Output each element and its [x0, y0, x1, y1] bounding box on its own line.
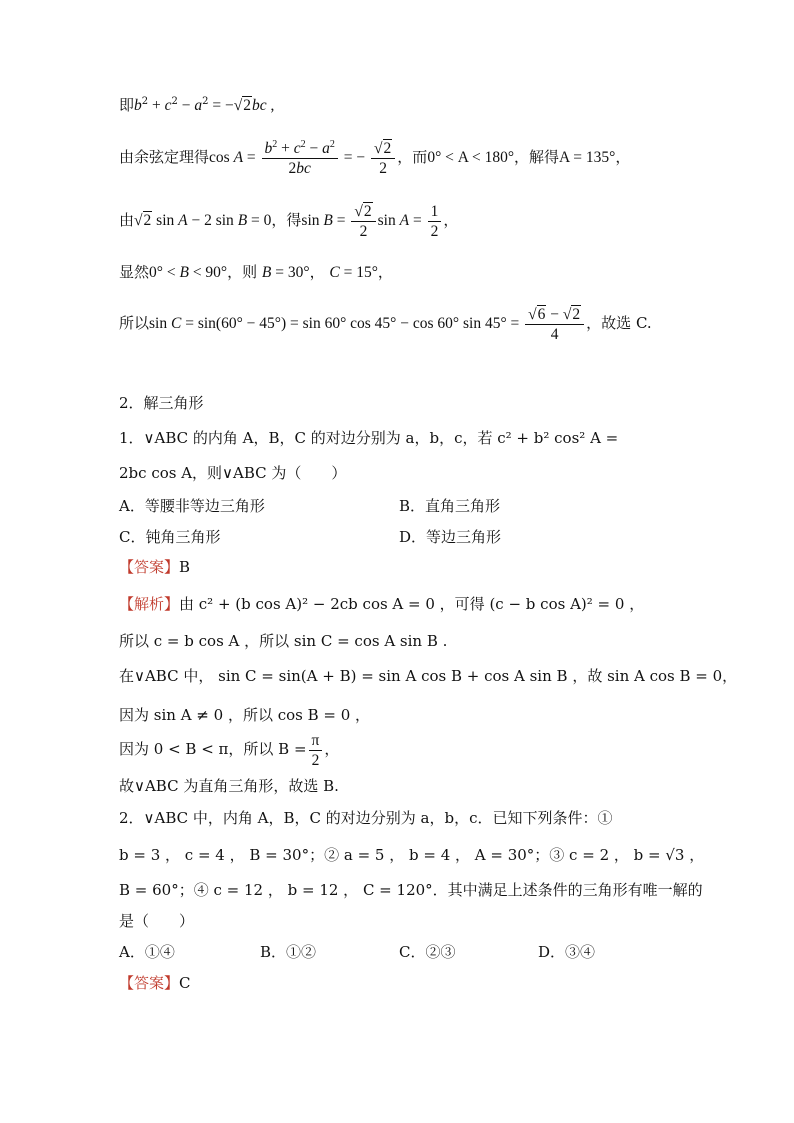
intro-line-4: 显然0° < B < 90°，则 B = 30°， C = 15°，	[119, 263, 393, 281]
q1-stem-line-1: 1．∨ABC 的内角 A，B，C 的对边分别为 a，b，c，若 c² + b² cos² A =	[119, 429, 619, 447]
intro-line-5-suffix: ，故选 C.	[586, 314, 652, 332]
q2-stem-line-3: B = 60°；④ c = 12 ， b = 12 ， C = 120°．其中满足上述条件的三角形有唯一解的	[119, 881, 703, 899]
q1-option-c: C．钝角三角形	[119, 528, 221, 546]
q1-analysis-line-2: 所以 c = b cos A ，所以 sin C = cos A sin B .	[119, 632, 448, 650]
q1-analysis-line-1	[119, 594, 644, 614]
q2-stem-line-1: 2．∨ABC 中，内角 A，B，C 的对边分别为 a，b，c．已知下列条件：①	[119, 809, 613, 827]
q1-analysis-line-3: 在∨ABC 中， sin C = sin(A + B) = sin A cos B + cos A sin B ，故 sin A cos B = 0，	[119, 667, 738, 685]
q2-answer-label: 【答案】	[119, 974, 180, 992]
q1-option-b: B．直角三角形	[399, 497, 501, 515]
intro-line-2-prefix: 由余弦定理得	[119, 148, 210, 166]
q2-stem-line-2: b = 3 ， c = 4 ， B = 30°；② a = 5 ， b = 4 ， A = 30°；③ c = 2 ， b = √3 ，	[119, 846, 705, 864]
q1-analysis-text-1: 由 c² + (b cos A)² − 2cb cos A = 0 ，可得 (c − b cos A)² = 0 ，	[179, 595, 645, 613]
intro-line-5: 所以sin C = sin(60° − 45°) = sin 60° cos 45° − cos 60° sin 45° = $\frac{√6 - √2}{4}$ ，故选 C.	[119, 305, 652, 343]
q1-option-d: D．等边三角形	[399, 528, 502, 546]
intro-line-4-prefix: 显然	[119, 263, 150, 281]
q1-option-a: A．等腰非等边三角形	[119, 497, 265, 515]
q1-answer	[119, 557, 190, 577]
intro-line-5-prefix: 所以	[119, 314, 150, 332]
intro-line-1-prefix: 即	[119, 96, 135, 114]
q1-stem-line-2: 2bc cos A，则∨ABC 为（ ）	[119, 464, 347, 482]
section-title: 2．解三角形	[119, 394, 204, 412]
q1-analysis-line-4: 因为 sin A ≠ 0 ，所以 cos B = 0 ，	[119, 706, 371, 724]
intro-line-1: 即$b^2 + c^2 - a^2 = -√2bc$ ,	[119, 96, 275, 114]
q2-answer	[119, 973, 191, 993]
intro-line-2-cond: 0° < A < 180°	[427, 149, 515, 166]
intro-line-3-mid: ，得	[271, 211, 302, 229]
q1-analysis-line-6: 故∨ABC 为直角三角形，故选 B.	[119, 777, 339, 795]
cos-fraction: $\frac{b^2 + c^2 - a^2}{2bc}$	[262, 139, 338, 178]
q2-option-b: B．①②	[260, 943, 317, 961]
q2-option-c: C．②③	[399, 943, 456, 961]
q1-answer-label: 【答案】	[119, 558, 180, 576]
q2-stem-line-4: 是（ ）	[119, 912, 195, 930]
q1-analysis-label: 【解析】	[119, 595, 180, 613]
q2-option-d: D．③④	[538, 943, 596, 961]
intro-line-3: 由√2 sin A − 2 sin B = 0，得sin B = $\frac{√2}{2}$ sin A = $\frac{1}{2}$ ，	[119, 202, 459, 240]
q1-analysis-text-5: 因为 0 < B < π，所以 B =	[119, 740, 307, 758]
q1-analysis-line-5: 因为 0 < B < π，所以 B = $\frac{\pi}{2}$ ，	[119, 731, 340, 769]
q1-answer-value: B	[179, 558, 191, 576]
intro-line-2-solve: ，解得	[514, 148, 560, 166]
q2-option-a: A．①④	[119, 943, 175, 961]
intro-line-2: 由余弦定理得cos A = $\frac{b^2 + c^2 - a^2}{2bc}$ = − $\frac{√2}{2}$ ，而0° < A < 180°，解得A = 135°，	[119, 138, 631, 177]
q2-answer-value: C	[179, 974, 191, 992]
intro-line-2-mid: ，而	[397, 148, 428, 166]
intro-line-2-result: A = 135°	[559, 149, 616, 166]
intro-line-3-prefix: 由	[119, 211, 135, 229]
